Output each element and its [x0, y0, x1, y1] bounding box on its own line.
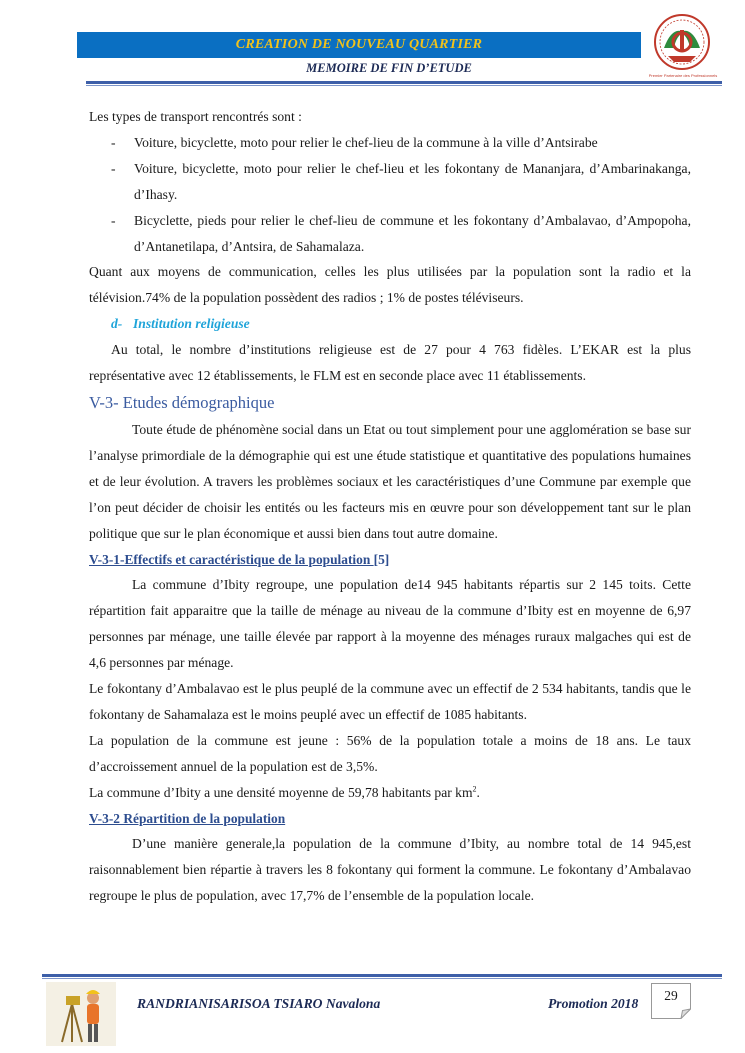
transport-list [89, 130, 691, 260]
footer-promotion: Promotion 2018 [548, 996, 639, 1011]
list-item: - Voiture, bicyclette, moto pour relier le chef-lieu de la commune à la ville d’Antsirabe [111, 134, 598, 150]
repartition-paragraph: D’une manière generale,la population de la commune d’Ibity, au nombre total de 14 945,est raisonnablement bien répartie à travers les 8 fokontany qui forment la commune. Le fokontany d’Ambalavao regroupe le plus de population, avec 17,7% de l’ensemble de la population locale. [89, 836, 691, 904]
communication-paragraph: Quant aux moyens de communication, celles les plus utilisées par la population sont la radio et la télévision.74% de la population possèdent des radios ; 1% de postes téléviseurs. [89, 264, 691, 306]
header-rule [86, 81, 722, 84]
demography-paragraph: Toute étude de phénomène social dans un Etat ou tout simplement pour une agglomération se base sur l’analyse primordiale de la démographie qui est une étude statistique et quantitative des populations humaines et de leur évolution. A travers les problèmes sociaux et les caractéristiques d’une Commune par exemple que l’on peut décider de choisir les entités ou les facteurs mis en œuvre pour son développement tant sur le plan politique que sur le plan économique et aussi bien dans tout autre domaine. [89, 421, 691, 541]
page-number: 29 [664, 988, 678, 1003]
header-title: CREATION DE NOUVEAU QUARTIER [235, 37, 483, 52]
population-paragraph: La commune d’Ibity regroupe, une population de14 945 habitants répartis sur 2 145 toits. Cette répartition fait apparaitre que la taille de ménage au niveau de la commune d’Ibity est en moyenne de 6,97 personnes par ménage, une taille élevée par rapport à la moyenne des ménages ruraux malgaches qui est de 4,6 personnes par ménage. [89, 577, 691, 671]
transport-intro: Les types de transport rencontrés sont : [89, 109, 302, 124]
surveyor-icon [46, 982, 116, 1046]
young-paragraph: La population de la commune est jeune : 56% de la population totale a moins de 18 ans. Le taux d’accroissement annuel de la population est de 3,5%. [89, 732, 691, 774]
list-item: - Bicyclette, pieds pour relier le chef-lieu de commune et les fokontany d’Ambalavao, d’Ampopoha, d’Antanetilapa, d’Antsira, de Sahamalaza. [111, 212, 691, 254]
density-paragraph: La commune d’Ibity a une densité moyenne de 59,78 habitants par $km^2$. [89, 784, 480, 800]
footer-rule [42, 974, 722, 977]
religion-paragraph: Au total, le nombre d’institutions religieuse est de 27 pour 4 763 fidèles. L’EKAR est la plus représentative avec 12 établissements, le FLM est en seconde place avec 11 établissements. [89, 342, 691, 384]
footer-author: RANDRIANISARISOA TSIARO Navalona [137, 996, 381, 1011]
school-logo-icon [640, 12, 724, 80]
logo-caption: Premier Partenaire des Professionnels [648, 73, 718, 78]
header-rule-thin [86, 85, 722, 86]
header-subtitle: MEMOIRE DE FIN D’ETUDE [306, 61, 472, 75]
subheading-religion: d- Institution religieuse [111, 316, 250, 332]
fokontany-paragraph: Le fokontany d’Ambalavao est le plus peuplé de la commune avec un effectif de 2 534 habitants, tandis que le fokontany de Sahamalaza est le moins peuplé avec un effectif de 1085 habitants. [89, 681, 691, 722]
heading-v31: V-3-1-Effectifs et caractéristique de la population [5] [89, 551, 390, 567]
heading-v3: V-3- Etudes démographique [89, 392, 275, 412]
heading-v32: V-3-2 Répartition de la population [89, 810, 286, 826]
page-content [89, 104, 691, 909]
list-item: - Voiture, bicyclette, moto pour relier le chef-lieu et les fokontany de Mananjara, d’Ambarinakanga, d’Ihasy. [111, 160, 691, 202]
footer-rule-thin [42, 978, 722, 979]
